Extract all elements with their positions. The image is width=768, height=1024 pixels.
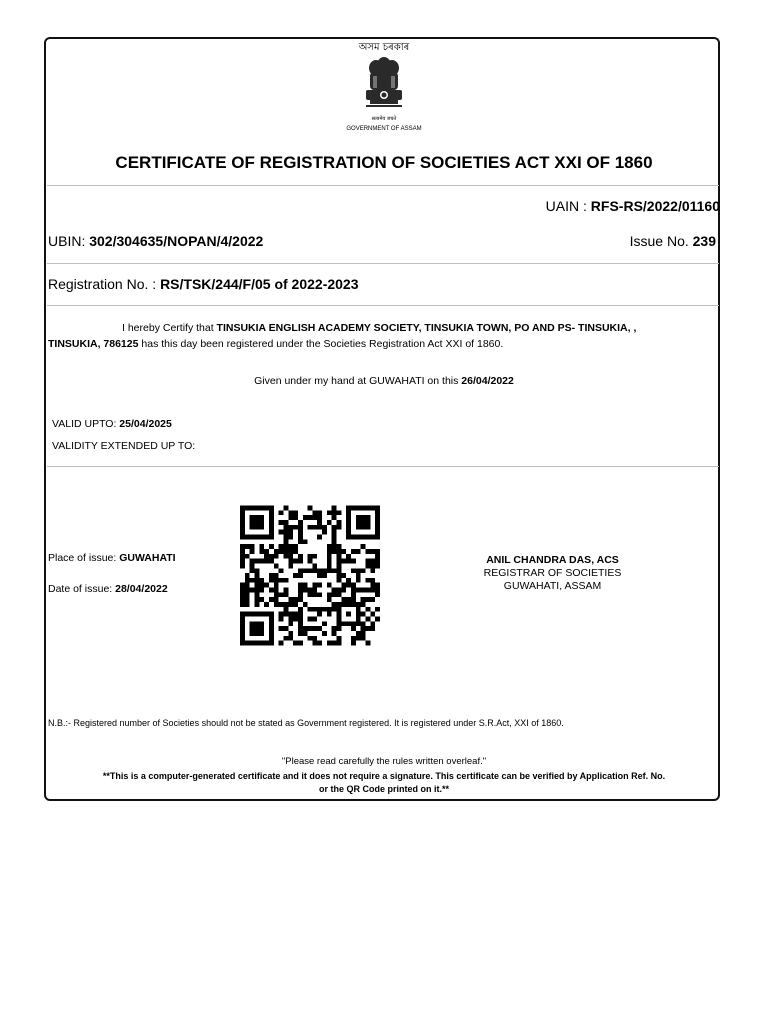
uain-value: RFS-RS/2022/01160: [590, 198, 720, 214]
society-name: TINSUKIA ENGLISH ACADEMY SOCIETY, TINSUKIA TOWN, PO AND PS- TINSUKIA, ,: [216, 322, 637, 334]
registrar-block: [440, 554, 665, 593]
ubin-row: [48, 233, 263, 249]
valid-upto-row: [52, 418, 172, 430]
issue-row: [520, 233, 716, 249]
ubin-value: 302/304635/NOPAN/4/2022: [89, 233, 264, 249]
national-emblem-icon: [356, 54, 412, 118]
registration-row: [48, 276, 359, 292]
registrar-title: REGISTRAR OF SOCIETIES: [483, 567, 622, 579]
divider: [47, 466, 719, 467]
registrar-name: ANIL CHANDRA DAS, ACS: [486, 554, 619, 566]
place-value: GUWAHATI: [119, 552, 176, 564]
certify-paragraph: [48, 320, 718, 352]
qr-code-icon: [240, 503, 380, 648]
issue-value: 239: [692, 233, 716, 249]
validity-extended-label: VALIDITY EXTENDED UP TO:: [52, 440, 196, 452]
computer-note-line-2: or the QR Code printed on it.**: [319, 784, 449, 794]
ubin-label: UBIN:: [48, 233, 90, 249]
place-row: [48, 552, 176, 564]
certify-prefix: I hereby Certify that: [122, 322, 217, 334]
issue-label: Issue No.: [629, 233, 693, 249]
computer-note-line-1: **This is a computer-generated certificate and it does not require a signature. This certificate can be verified by Application Ref. No.: [102, 771, 666, 781]
date-of-issue-value: 28/04/2022: [115, 583, 168, 595]
government-label: GOVERNMENT OF ASSAM: [346, 126, 422, 132]
registrar-location: GUWAHATI, ASSAM: [503, 580, 602, 592]
please-read-note: "Please read carefully the rules written overleaf.": [281, 756, 487, 767]
computer-generated-note: [46, 770, 722, 796]
registration-value: RS/TSK/244/F/05 of 2022-2023: [160, 276, 359, 292]
emblem-motto: सत्यमेव जयते: [371, 116, 397, 122]
certify-suffix: has this day been registered under the Societies Registration Act XXI of 1860.: [138, 338, 504, 350]
given-text: Given under my hand at GUWAHATI on this: [254, 375, 462, 387]
uain-row: [420, 198, 720, 214]
date-of-issue-row: [48, 583, 168, 595]
valid-upto-value: 25/04/2025: [119, 418, 172, 430]
society-address: TINSUKIA, 786125: [48, 338, 139, 350]
uain-label: UAIN :: [545, 198, 591, 214]
divider: [47, 263, 719, 264]
certificate-title: CERTIFICATE OF REGISTRATION OF SOCIETIES ACT XXI OF 1860: [115, 153, 653, 172]
divider: [47, 305, 719, 306]
given-date: 26/04/2022: [461, 375, 514, 387]
valid-upto-label: VALID UPTO:: [52, 418, 120, 430]
nb-note: N.B.:- Registered number of Societies should not be stated as Government registered. It is registered under S.R.Act, XXI of 1860.: [48, 718, 564, 728]
date-of-issue-label: Date of issue:: [48, 583, 116, 595]
given-row: [46, 375, 722, 387]
place-label: Place of issue:: [48, 552, 120, 564]
assamese-heading: অসম চৰকাৰ: [358, 42, 410, 53]
registration-label: Registration No. :: [48, 276, 161, 292]
divider: [47, 185, 719, 186]
